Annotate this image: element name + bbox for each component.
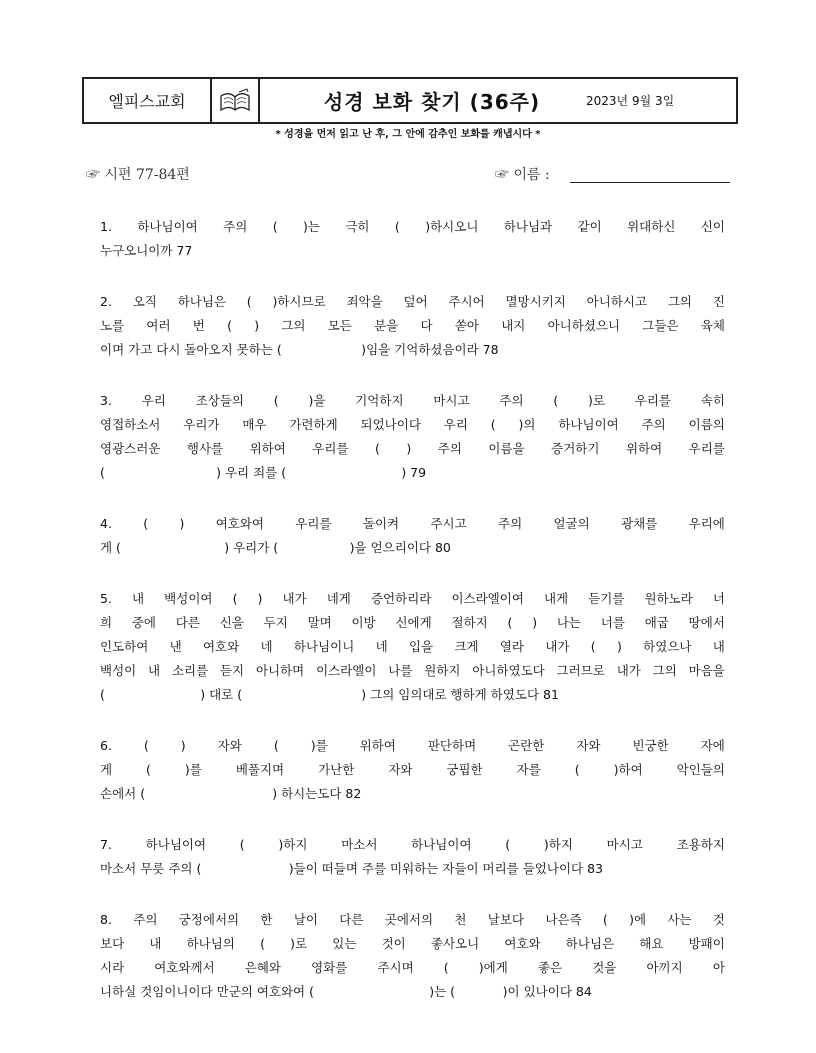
header-box [82,77,738,124]
name-field[interactable] [570,182,730,183]
church-name: 엘피스교회 [84,79,212,122]
question-item [100,734,725,806]
question-line: 손에서 ( ) 하시는도다 82 [100,786,362,801]
question-line: 영접하소서 우리가 매우 가련하게 되었나이다 우리 ( )의 하나님이여 주의 이름의 [100,417,725,432]
question-line: 누구오니이까 77 [100,243,193,258]
question-line: 영광스러운 행사를 위하여 우리를 ( ) 주의 이름을 증거하기 위하여 우리를 [100,441,725,456]
question-list [100,215,725,1031]
question-item [100,512,725,560]
question-line: 보다 내 하나님의 ( )로 있는 것이 좋사오니 여호와 하나님은 해요 방패이 [100,936,725,951]
question-line: 3. 우리 조상들의 ( )을 기억하지 마시고 주의 ( )로 우리를 속히 [100,393,725,408]
question-line: 게 ( )를 베풀지며 가난한 자와 궁핍한 자를 ( )하여 악인들의 [100,762,725,777]
question-line: 이며 가고 다시 돌아오지 못하는 ( )임을 기억하셨음이라 78 [100,342,499,357]
date-label: 2023년 9월 3일 [586,94,675,108]
question-line: ( ) 대로 ( ) 그의 임의대로 행하게 하였도다 81 [100,687,559,702]
question-line: 노를 여러 번 ( ) 그의 모든 분을 다 쏟아 내지 아니하셨으니 그들은 육체 [100,318,725,333]
page-title: 성경 보화 찾기 (36주) [323,90,541,114]
scripture-range: ☞ 시편 77-84편 [86,167,190,183]
question-item [100,587,725,707]
question-line: 게 ( ) 우리가 ( )을 얻으리이다 80 [100,540,451,555]
question-item [100,290,725,362]
question-item [100,389,725,485]
name-label: ☞ 이름 : [495,167,550,183]
question-item [100,908,725,1004]
question-line: 6. ( ) 자와 ( )를 위하여 판단하며 곤란한 자와 빈궁한 자에 [100,738,725,753]
question-item [100,215,725,263]
question-line: 니하실 것임이니이다 만군의 여호와여 ( )는 ( )이 있나이다 84 [100,984,592,999]
instruction-text: * 성경을 먼저 읽고 난 후, 그 안에 감추인 보화를 캐냅시다 * [275,129,541,140]
question-line: 인도하여 낸 여호와 네 하나님이니 네 입을 크게 열라 내가 ( ) 하였으나 내 [100,639,725,654]
question-line: 2. 오직 하나님은 ( )하시므로 죄악을 덮어 주시어 멸망시키지 아니하시고 그의 진 [100,294,725,309]
question-line: ( ) 우리 죄를 ( ) 79 [100,465,427,480]
question-line: 시라 여호와께서 은혜와 영화를 주시며 ( )에게 좋은 것을 아끼지 아 [100,960,725,975]
question-item [100,833,725,881]
open-book-icon [212,79,260,122]
question-line: 8. 주의 궁정에서의 한 날이 다른 곳에서의 천 날보다 나은즉 ( )에 사는 것 [100,912,725,927]
question-line: 4. ( ) 여호와여 우리를 돌이켜 주시고 주의 얼굴의 광채를 우리에 [100,516,725,531]
question-line: 5. 내 백성이여 ( ) 내가 네게 증언하리라 이스라엘이여 내게 듣기를 원하노라 너 [100,591,725,606]
question-line: 희 중에 다른 신을 두지 말며 이방 신에게 절하지 ( ) 나는 너를 애굽 땅에서 [100,615,725,630]
question-line: 7. 하나님이여 ( )하지 마소서 하나님이여 ( )하지 마시고 조용하지 [100,837,725,852]
question-line: 마소서 무릇 주의 ( )들이 떠들며 주를 미워하는 자들이 머리를 들었나이다 83 [100,861,603,876]
question-line: 백성이 내 소리를 듣지 아니하며 이스라엘이 나를 원하지 아니하였도다 그러므로 내가 그의 마음을 [100,663,725,678]
question-line: 1. 하나님이여 주의 ( )는 극히 ( )하시오니 하나님과 같이 위대하신 신이 [100,219,725,234]
